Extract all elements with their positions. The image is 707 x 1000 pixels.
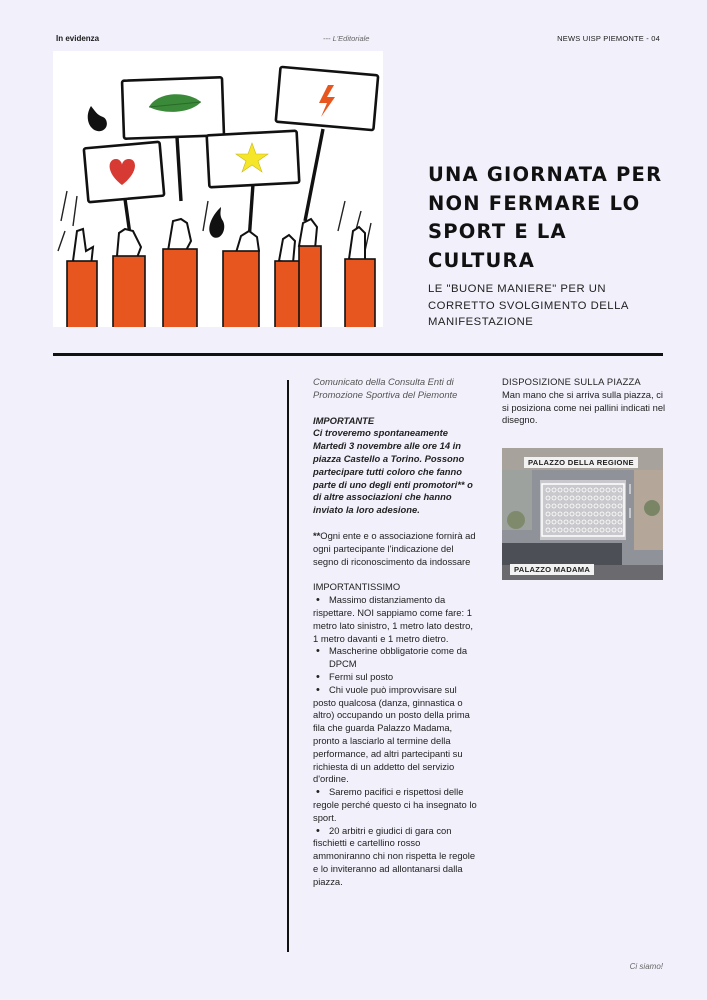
article-source: Comunicato della Consulta Enti di Promozione Sportiva del Piemonte — [313, 376, 458, 400]
important-text: Ci troveremo spontaneamente Martedì 3 novembre alle ore 14 in piazza Castello a Torino. Possono partecipare tutti coloro che fanno parte di uno degli enti promotori** o di altre associazioni che hanno inviato la loro adesione. — [313, 427, 473, 516]
important-title: IMPORTANTE — [313, 414, 375, 426]
article-column — [313, 376, 478, 888]
sidebar-title: DISPOSIZIONE SULLA PIAZZA — [502, 376, 641, 387]
rule-item: • 20 arbitri e giudici di gara con fischietti e cartellino rosso ammoniranno chi non rispetta le regole e lo inviteranno ad allontanarsi dalla piazza. — [313, 825, 478, 889]
category-label: --- L'Editoriale — [323, 34, 370, 43]
rule-item: • Saremo pacifici e rispettosi delle regole perché questo ci ha insegnato lo sport. — [313, 786, 478, 824]
footnote-mark: ** — [313, 529, 321, 541]
map-label-regione: PALAZZO DELLA REGIONE — [524, 457, 638, 468]
rule-item: • Massimo distanziamento da rispettare. NOI sappiamo come fare: 1 metro lato sinistro, 1 metro lato destro, 1 metro davanti e 1 metro dietro. — [313, 594, 478, 645]
footnote-text: Ogni ente e o associazione fornirà ad ogni partecipante l'indicazione del segno di riconoscimento da indossare — [313, 529, 476, 567]
rules-title: IMPORTANTISSIMO — [313, 581, 401, 593]
rule-item: • Mascherine obbligatorie come da DPCM — [313, 645, 478, 671]
section-label: In evidenza — [56, 34, 100, 43]
footnote — [313, 530, 478, 568]
map-label-madama: PALAZZO MADAMA — [510, 564, 594, 575]
headline-title: UNA GIORNATA PER NON FERMARE LO SPORT E LA CULTURA — [428, 163, 663, 272]
rule-item: • Chi vuole può improvvisare sul posto qualcosa (danza, ginnastica o altro) occupando un posto della prima fila che guarda Palazzo Madama, pronto a lasciarlo al termine della performance, ad altri partecipanti su richiesta di un addetto del servizio d'ordine. — [313, 684, 478, 786]
closing-text: Ci siamo! — [629, 962, 663, 971]
sidebar-text: Man mano che si arriva sulla piazza, ci si posiziona come nei pallini indicati nel disegno. — [502, 388, 666, 426]
rule-item: • Fermi sul posto — [313, 671, 478, 684]
vertical-divider — [287, 380, 289, 952]
horizontal-divider — [53, 353, 663, 356]
hero-illustration — [53, 51, 383, 327]
piazza-map — [502, 448, 663, 580]
issue-label: NEWS UISP PIEMONTE - 04 — [557, 34, 660, 43]
headline-subtitle: LE "BUONE MANIERE" PER UN CORRETTO SVOLGIMENTO DELLA MANIFESTAZIONE — [428, 283, 629, 328]
sidebar — [502, 376, 667, 427]
